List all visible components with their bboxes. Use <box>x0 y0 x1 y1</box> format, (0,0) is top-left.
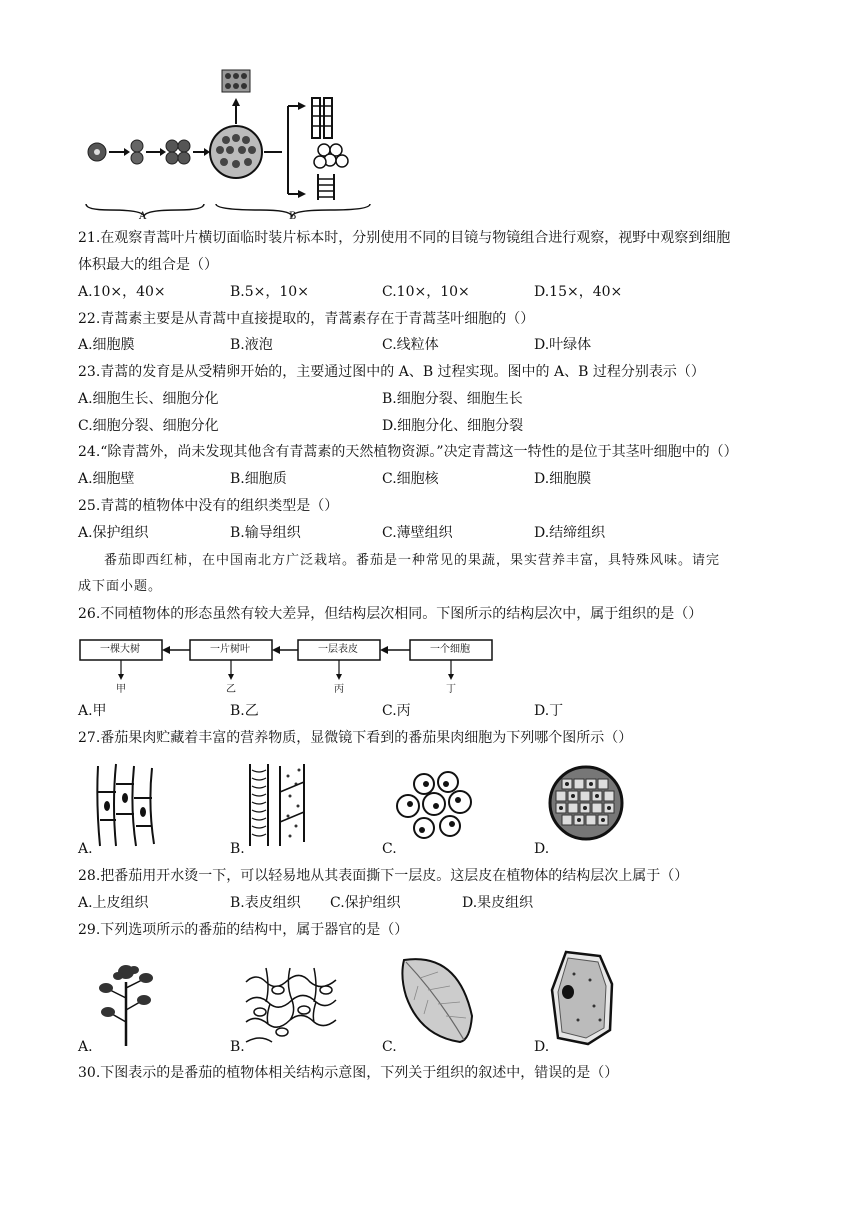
microscope-field-figure <box>548 765 624 841</box>
q27-letter-c: C. <box>382 841 397 857</box>
q26-option-b: B.乙 <box>230 703 259 719</box>
box-epidermis: 一层表皮 <box>318 644 358 655</box>
passage-line2: 成下面小题。 <box>78 579 163 594</box>
q25-option-d: D.结缔组织 <box>534 525 606 541</box>
q28-option-d: D.果皮组织 <box>462 895 534 911</box>
q28-stem: 28.把番茄用开水烫一下，可以轻易地从其表面撕下一层皮。这层皮在植物体的结构层次上属于（） <box>78 868 689 884</box>
q29-stem: 29.下列选项所示的番茄的结构中，属于器官的是（） <box>78 922 409 938</box>
q23-option-d: D.细胞分化、细胞分裂 <box>382 418 524 434</box>
q23-option-b: B.细胞分裂、细胞生长 <box>382 391 523 407</box>
q24-option-b: B.细胞质 <box>230 471 287 487</box>
tomato-leaf-figure <box>398 956 476 1046</box>
q21-option-b: B.5×，10× <box>230 284 309 300</box>
q21-stem-line2: 体积最大的组合是（） <box>78 257 218 273</box>
q29-letter-b: B. <box>230 1039 245 1055</box>
q23-option-c: C.细胞分裂、细胞分化 <box>78 418 219 434</box>
q23-stem: 23.青蒿的发育是从受精卵开始的，主要通过图中的 A、B 过程实现。图中的 A、B 过程分别表示（） <box>78 364 705 380</box>
vessel-cells-figure <box>244 762 310 848</box>
single-cell-figure <box>550 950 614 1046</box>
q25-option-b: B.输导组织 <box>230 525 301 541</box>
q25-option-a: A.保护组织 <box>78 525 149 541</box>
tomato-plant-figure <box>96 962 156 1046</box>
q21-stem-line1: 21.在观察青蒿叶片横切面临时装片标本时，分别使用不同的目镜与物镜组合进行观察，视野中观察到细胞 <box>78 230 731 246</box>
box-big-tree: 一棵大树 <box>100 644 140 655</box>
q22-option-b: B.液泡 <box>230 337 273 353</box>
q27-stem: 27.番茄果肉贮藏着丰富的营养物质，显微镜下看到的番茄果肉细胞为下列哪个图所示（） <box>78 730 633 746</box>
q28-option-b: B.表皮组织 <box>230 895 301 911</box>
q25-stem: 25.青蒿的植物体中没有的组织类型是（） <box>78 498 339 514</box>
q26-stem: 26.不同植物体的形态虽然有较大差异，但结构层次相同。下图所示的结构层次中，属于组织的是（） <box>78 606 703 622</box>
process-label-a: A <box>139 211 147 222</box>
round-cells-figure <box>394 772 476 842</box>
q22-option-c: C.线粒体 <box>382 337 439 353</box>
q24-option-c: C.细胞核 <box>382 471 439 487</box>
q26-option-c: C.丙 <box>382 703 411 719</box>
q24-option-a: A.细胞壁 <box>78 471 135 487</box>
q21-option-d: D.15×，40× <box>534 284 623 300</box>
q30-stem: 30.下图表示的是番茄的植物体相关结构示意图，下列关于组织的叙述中，错误的是（） <box>78 1065 619 1081</box>
label-jia: 甲 <box>116 684 126 695</box>
q29-letter-c: C. <box>382 1039 397 1055</box>
q22-stem: 22.青蒿素主要是从青蒿中直接提取的，青蒿素存在于青蒿茎叶细胞的（） <box>78 311 535 327</box>
q21-option-c: C.10×，10× <box>382 284 470 300</box>
epidermis-stomata-figure <box>246 968 336 1046</box>
q27-letter-d: D. <box>534 841 550 857</box>
q27-letter-b: B. <box>230 841 245 857</box>
q24-stem: 24.“除青蒿外，尚未发现其他含有青蒿素的天然植物资源。”决定青蒿这一特性的是位于其茎叶细胞中的（） <box>78 444 738 460</box>
passage-line1: 番茄即西红柿，在中国南北方广泛栽培。番茄是一种常见的果蔬，果实营养丰富，具特殊风味。请完 <box>104 553 721 568</box>
q26-option-d: D.丁 <box>534 703 564 719</box>
cell-development-figure <box>80 66 380 226</box>
q23-option-a: A.细胞生长、细胞分化 <box>78 391 219 407</box>
q29-letter-d: D. <box>534 1039 550 1055</box>
label-bing: 丙 <box>334 684 344 695</box>
q29-letter-a: A. <box>78 1039 93 1055</box>
q28-option-a: A.上皮组织 <box>78 895 149 911</box>
box-leaf: 一片树叶 <box>210 644 250 655</box>
q22-option-a: A.细胞膜 <box>78 337 135 353</box>
label-ding: 丁 <box>446 684 456 695</box>
process-label-b: B <box>289 211 297 222</box>
q21-option-a: A.10×，40× <box>78 284 166 300</box>
q27-letter-a: A. <box>78 841 93 857</box>
elongated-cells-figure <box>94 764 158 848</box>
q24-option-d: D.细胞膜 <box>534 471 592 487</box>
label-yi: 乙 <box>226 684 236 695</box>
q26-option-a: A.甲 <box>78 703 107 719</box>
box-cell: 一个细胞 <box>430 644 470 655</box>
q22-option-d: D.叶绿体 <box>534 337 592 353</box>
q28-option-c: C.保护组织 <box>330 895 401 911</box>
q25-option-c: C.薄壁组织 <box>382 525 453 541</box>
